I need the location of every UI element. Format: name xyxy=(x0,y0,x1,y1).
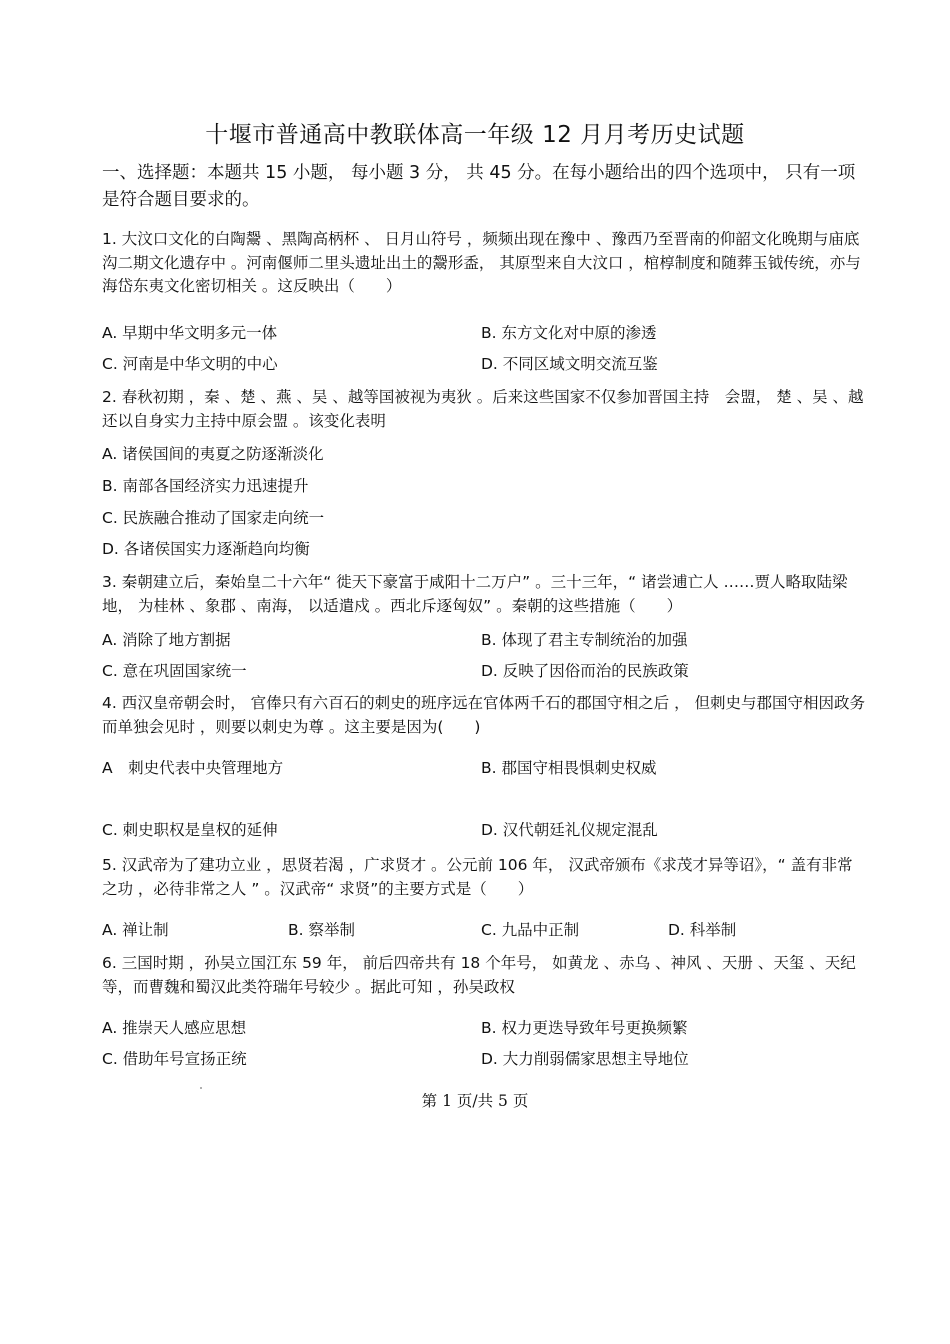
q6-option-d[interactable]: D. 大力削弱儒家思想主导地位 xyxy=(481,1050,689,1068)
q2-option-b[interactable]: B. 南部各国经济实力迅速提升 xyxy=(102,477,309,495)
q3-option-b[interactable]: B. 体现了君主专制统治的加强 xyxy=(481,631,688,649)
page-footer: 第 1 页/共 5 页 xyxy=(421,1092,529,1110)
page-title: 十堰市普通高中教联体高一年级 12 月月考历史试题 xyxy=(205,122,745,148)
q3-option-d[interactable]: D. 反映了因俗而治的民族政策 xyxy=(481,662,689,680)
q3-option-c[interactable]: C. 意在巩固国家统一 xyxy=(102,662,247,680)
q2-option-d[interactable]: D. 各诸侯国实力逐渐趋向均衡 xyxy=(102,540,310,558)
q6-option-c[interactable]: C. 借助年号宣扬正统 xyxy=(102,1050,247,1068)
q2-option-a[interactable]: A. 诸侯国间的夷夏之防逐渐淡化 xyxy=(102,445,324,463)
q1-option-d[interactable]: D. 不同区域文明交流互鉴 xyxy=(481,355,658,373)
q3-option-a[interactable]: A. 消除了地方割据 xyxy=(102,631,231,649)
question-4-stem: 4. 西汉皇帝朝会时， 官俸只有六百石的刺史的班序远在官体两千石的郡国守相之后 ， 但刺史与郡国守相因政务而单独会见时 ，则要以刺史为尊 。这主要是因为( ) xyxy=(102,694,866,736)
q2-option-c[interactable]: C. 民族融合推动了国家走向统一 xyxy=(102,509,325,527)
q4-option-b[interactable]: B. 郡国守相畏惧刺史权威 xyxy=(481,759,657,777)
q1-option-c[interactable]: C. 河南是中华文明的中心 xyxy=(102,355,278,373)
q4-option-c[interactable]: C. 刺史职权是皇权的延伸 xyxy=(102,821,278,839)
section-heading: 一、选择题：本题共 15 小题， 每小题 3 分， 共 45 分。在每小题给出的四个选项中， 只有一项是符合题目要求的。 xyxy=(102,163,856,210)
q1-option-b[interactable]: B. 东方文化对中原的渗透 xyxy=(481,324,657,342)
q6-option-b[interactable]: B. 权力更迭导致年号更换频繁 xyxy=(481,1019,688,1037)
q4-option-a[interactable]: A 刺史代表中央管理地方 xyxy=(102,759,284,777)
question-2-stem: 2. 春秋初期 ，秦 、楚 、燕 、吴 、越等国被视为夷狄 。后来这些国家不仅参加晋国主持 会盟， 楚 、吴 、越还以自身实力主持中原会盟 。该变化表明 xyxy=(102,388,864,430)
question-6-stem: 6. 三国时期 ，孙吴立国江东 59 年， 前后四帝共有 18 个年号， 如黄龙 、赤乌 、神风 、天册 、天玺 、天纪等，而曹魏和蜀汉此类符瑞年号较少 。据此可知 ，孙吴政权 xyxy=(102,954,856,996)
q5-option-a[interactable]: A. 禅让制 xyxy=(102,921,169,939)
q6-option-a[interactable]: A. 推崇天人感应思想 xyxy=(102,1019,247,1037)
question-3-stem: 3. 秦朝建立后，秦始皇二十六年“ 徙天下豪富于咸阳十二万户” 。三十三年，“ 诸尝逋亡人 ……贾人略取陆梁地， 为桂林 、象郡 、南海， 以适遣戍 。西北斥逐匈奴” 。秦朝的这些措施（ ） xyxy=(102,573,848,615)
q1-option-a[interactable]: A. 早期中华文明多元一体 xyxy=(102,324,278,342)
q5-option-b[interactable]: B. 察举制 xyxy=(288,921,355,939)
question-1-stem: 1. 大汶口文化的白陶鬶 、黑陶高柄杯 、 日月山符号 ，频频出现在豫中 、豫西乃至晋南的仰韶文化晚期与庙底沟二期文化遗存中 。河南偃师二里头遗址出土的鬶形盉， 其原型来自大汶口 ，棺椁制度和随葬玉钺传统，亦与海岱东夷文化密切相关 。这反映出（ ） xyxy=(102,230,861,295)
q5-option-d[interactable]: D. 科举制 xyxy=(668,921,737,939)
q5-option-c[interactable]: C. 九品中正制 xyxy=(481,921,580,939)
question-5-stem: 5. 汉武帝为了建功立业 ，思贤若渴 ，广求贤才 。公元前 106 年， 汉武帝颁布《求茂才异等诏》，“ 盖有非常之功 ，必待非常之人 ” 。汉武帝“ 求贤”的主要方式是（ ） xyxy=(102,856,853,898)
q4-option-d[interactable]: D. 汉代朝廷礼仪规定混乱 xyxy=(481,821,658,839)
